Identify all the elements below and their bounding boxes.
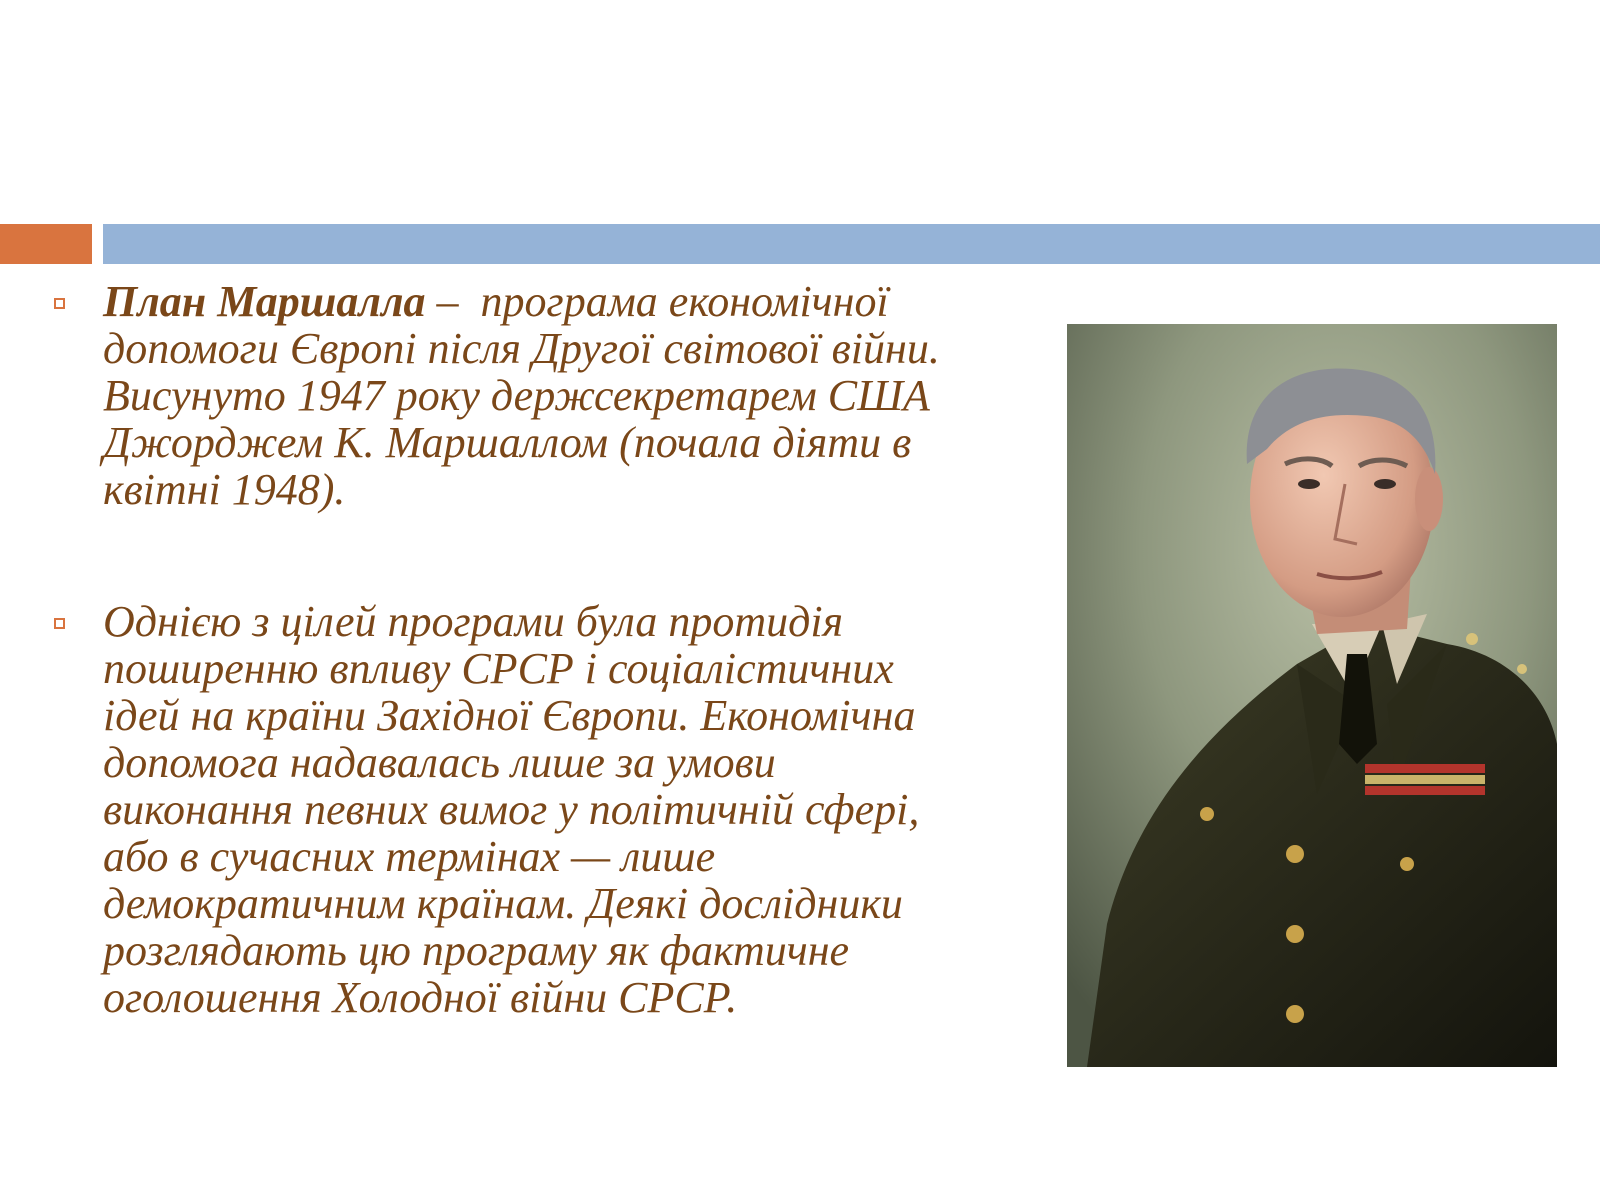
bullet-item-marshall-plan — [48, 278, 968, 513]
bullet-dash: – — [425, 277, 481, 326]
portrait-illustration — [1067, 324, 1557, 1067]
square-bullet-icon — [54, 298, 65, 309]
bullet-item-program-goal — [48, 598, 968, 1021]
bullet-text: Однією з цілей програми була протидія поширенню впливу СРСР і соціалістичних ідей на країни Західної Європи. Економічна допомога надавалась лише за умови виконання певних вимог у політичній сфері, або в сучасних термінах — лише демократичним країнам. Деякі дослідники розглядають цю програму як фактичне оголошення Холодної війни СРСР. — [103, 597, 920, 1022]
bullet-list — [48, 278, 968, 1021]
bullet-term: План Маршалла — [103, 277, 426, 326]
accent-bar-orange — [0, 224, 92, 264]
square-bullet-icon — [54, 618, 65, 629]
bullet-text: програма економічної допомоги Європі після Другої світової війни. Висунуто 1947 року держсекретарем США Джорджем К. Маршаллом (почала діяти в квітні 1948). — [103, 277, 940, 514]
portrait-photo — [1067, 324, 1557, 1067]
accent-bar-blue — [103, 224, 1600, 264]
